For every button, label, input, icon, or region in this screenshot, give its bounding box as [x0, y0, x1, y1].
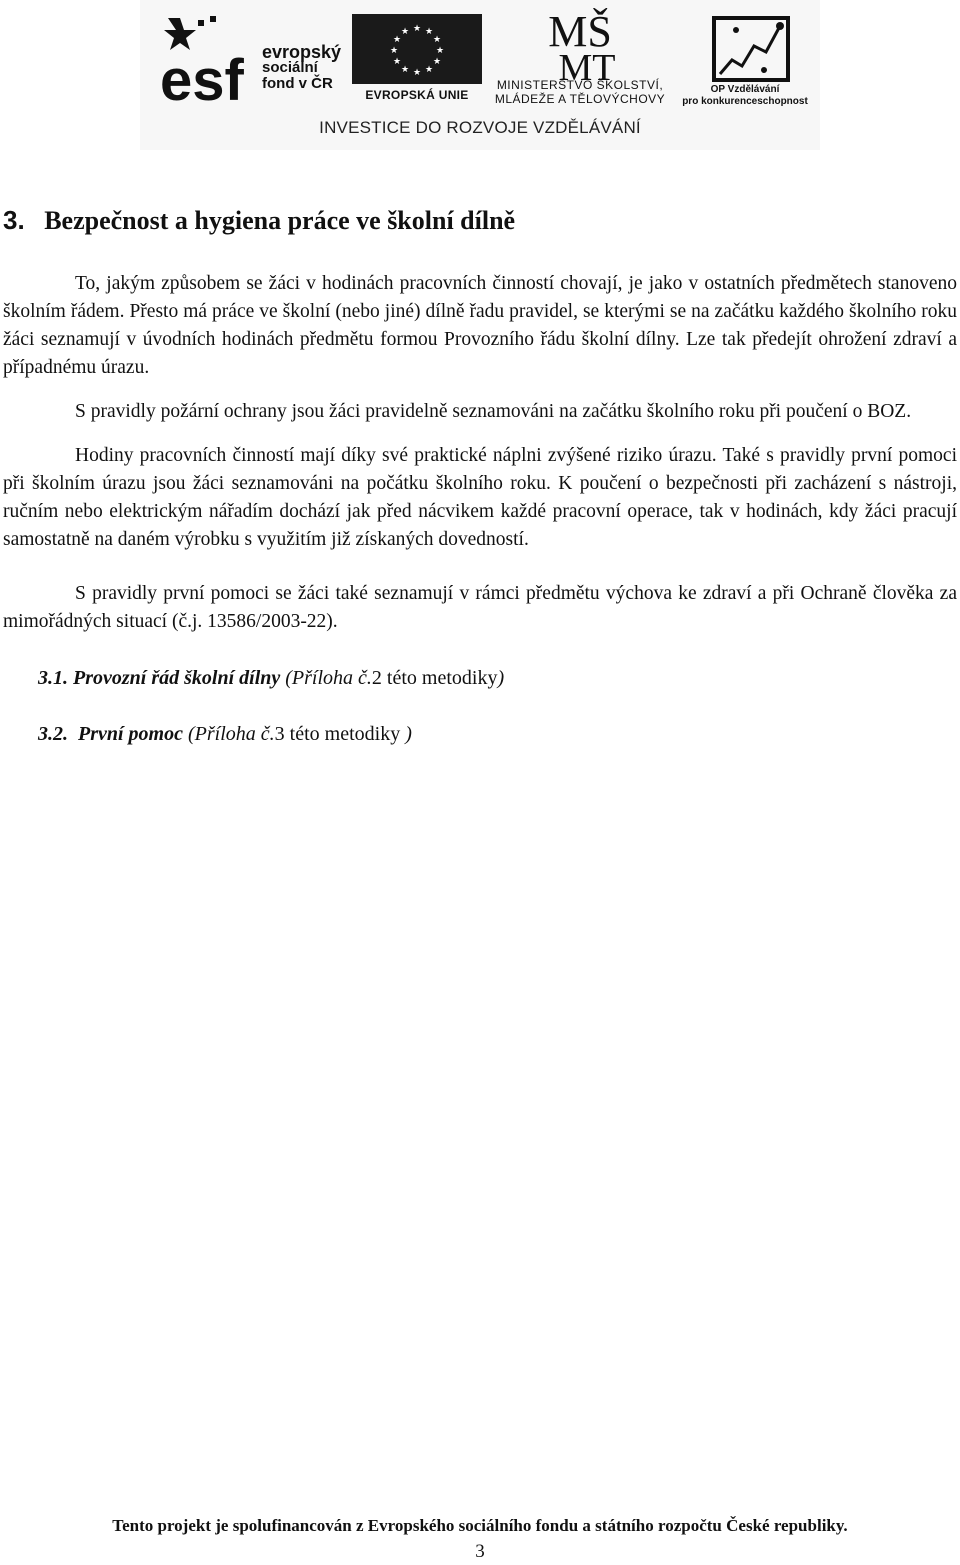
subsection-ref-open: (Příloha č. — [188, 723, 275, 745]
paragraph-intro: To, jakým způsobem se žáci v hodinách pracovních činností chovají, je jako v ostatních předmětech stanoveno školním řádem. Přesto má práce ve školní (nebo jiné) dílně řadu pravidel, se kterými se na začátku každého školního roku žáci seznamují v úvodních hodinách předmětu formou Provozního řádu školní dílny. Lze tak předejít ohrožení zdraví a případnému úrazu. — [3, 273, 957, 378]
chapter-heading — [3, 200, 957, 240]
subsection-ref-open: (Příloha č. — [285, 667, 372, 689]
svg-text:★: ★ — [389, 46, 399, 56]
svg-text:★: ★ — [424, 65, 434, 75]
op-line-2: pro konkurenceschopnost — [682, 96, 808, 107]
investice-tagline: INVESTICE DO ROZVOJE VZDĚLÁVÁNÍ — [319, 118, 641, 137]
eu-flag-icon — [352, 14, 482, 84]
svg-text:★: ★ — [432, 35, 442, 45]
subsection-ref-close: ) — [405, 723, 412, 745]
esf-line-2: sociální — [262, 59, 318, 76]
op-vzdelavani-logo — [706, 10, 796, 88]
subsection-ref-rest: této metodiky — [284, 723, 406, 745]
svg-text:★: ★ — [412, 68, 422, 78]
msmt-line-1: MINISTERSTVO ŠKOLSTVÍ, — [496, 78, 664, 92]
subsection-ref-close: ) — [497, 667, 505, 689]
subsection-ref-rest: této metodiky — [381, 667, 498, 689]
subsection-title: Provozní řád školní dílny — [73, 667, 281, 689]
svg-text:★: ★ — [412, 24, 422, 34]
subsection-ref-num: 2 — [371, 667, 382, 689]
page-number: 3 — [475, 1541, 485, 1562]
subsection-title: První pomoc — [78, 723, 183, 745]
msmt-line-2: MLÁDEŽE A TĚLOVÝCHOVY — [494, 92, 666, 106]
svg-text:★: ★ — [435, 46, 445, 56]
chapter-title: Bezpečnost a hygiena práce ve školní dílně — [44, 206, 516, 235]
funding-footer: Tento projekt je spolufinancován z Evropského sociálního fondu a státního rozpočtu České republiky. — [112, 1516, 848, 1535]
op-wordmark — [675, 84, 815, 108]
op-line-1: OP Vzdělávání — [710, 84, 780, 95]
svg-text:★: ★ — [432, 57, 442, 67]
header-logos — [140, 0, 820, 150]
chapter-number: 3. — [3, 205, 25, 235]
subsection-3-2 — [3, 720, 957, 748]
paragraph-fire-safety: S pravidly požární ochrany jsou žáci pravidelně seznamováni na začátku školního roku při poučení o BOZ. — [75, 401, 912, 422]
svg-text:MŠ: MŠ — [548, 7, 612, 56]
svg-text:★: ★ — [400, 65, 410, 75]
svg-text:esf: esf — [160, 48, 244, 108]
document-body — [3, 200, 957, 748]
msmt-wordmark — [470, 78, 690, 106]
svg-text:★: ★ — [400, 27, 410, 37]
subsection-ref-num: 3 — [274, 723, 285, 745]
esf-line-3: fond v ČR — [262, 75, 333, 92]
svg-text:★: ★ — [392, 35, 402, 45]
subsection-number: 3.1. — [38, 667, 68, 689]
esf-line-1: evropský — [262, 42, 342, 62]
eu-label: EVROPSKÁ UNIE — [365, 88, 469, 102]
svg-text:★: ★ — [392, 57, 402, 67]
paragraph-injury-risk: Hodiny pracovních činností mají díky své praktické náplni zvýšené riziko úrazu. Také s pravidly první pomoci při školním úrazu jsou žáci seznamováni na počátku školního roku. K poučení o bezpečnosti při zacházení s nástroji, ručním nebo elektrickým nářadím dochází jak před nácvikem každé pracovní operace, tak v hodinách, kdy žáci pracují samostatně na daném výrobku s využitím již získaných dovedností. — [3, 445, 957, 550]
subsection-3-1 — [3, 664, 957, 692]
svg-text:MT: MT — [558, 47, 616, 84]
msmt-logo — [525, 6, 635, 84]
subsection-number: 3.2. — [38, 723, 68, 745]
esf-logo — [158, 8, 258, 108]
esf-wordmark — [262, 44, 341, 92]
svg-text:★: ★ — [424, 27, 434, 37]
paragraph-first-aid: S pravidly první pomoci se žáci také seznamují v rámci předmětu výchova ke zdraví a při Ochraně člověka za mimořádných situací (č.j. 13586/2003-22). — [3, 583, 957, 632]
